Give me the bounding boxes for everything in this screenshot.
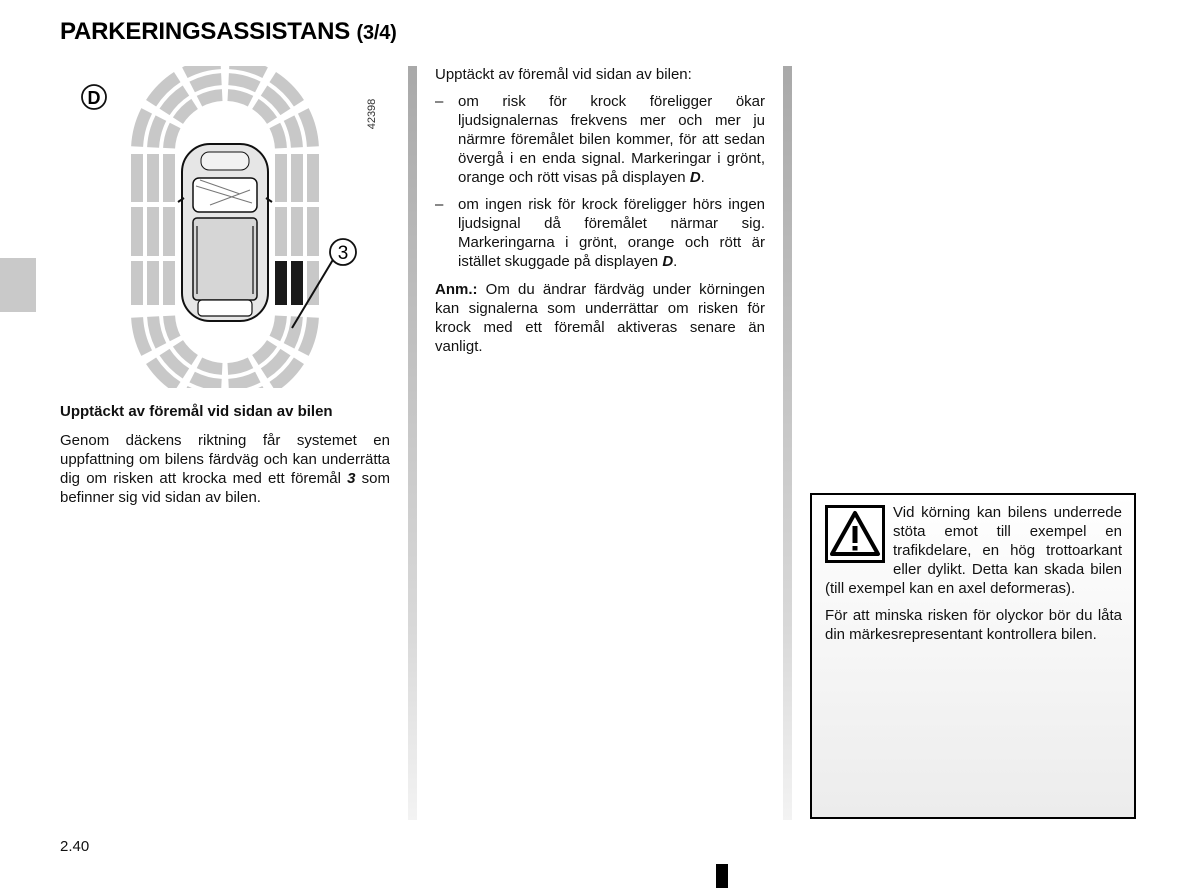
warning-triangle-icon xyxy=(825,505,885,563)
car-top-view xyxy=(178,144,272,321)
left-column xyxy=(60,402,390,507)
column-divider-right xyxy=(783,66,792,820)
right-side-zone-segment xyxy=(275,207,287,256)
bullet-tail: . xyxy=(700,169,705,186)
left-side-zone-segment xyxy=(131,261,143,305)
page-number: 2.40 xyxy=(60,838,90,855)
middle-column xyxy=(435,65,765,356)
side-zone-segment-active xyxy=(291,261,303,305)
note-paragraph xyxy=(435,280,765,356)
display-d-label: D xyxy=(87,88,101,108)
rear-zone-segment xyxy=(227,357,253,374)
front-zone-segment xyxy=(189,73,221,92)
ref-d: D xyxy=(689,169,701,186)
parking-display-illustration xyxy=(60,66,398,388)
list-item xyxy=(435,195,765,271)
left-side-zone-segment xyxy=(147,154,159,202)
front-zone-segment xyxy=(197,89,223,106)
rear-zone-segment xyxy=(197,357,223,374)
front-zone-segment xyxy=(284,115,303,147)
bullet-text: om ingen risk för krock föreligger hörs ingen ljudsignal då föremålet närmar sig. Markeringarna i grönt, orange och rött är istället skuggade på displayen xyxy=(458,196,765,270)
left-side-zone-segment xyxy=(131,207,143,256)
left-side-zone-segment xyxy=(163,154,175,202)
warning-box xyxy=(810,493,1136,819)
rear-zone-segment xyxy=(269,315,286,341)
rear-zone-segment xyxy=(284,316,303,348)
section-paragraph xyxy=(60,431,390,507)
left-side-zone-segment xyxy=(163,261,175,305)
bullet-tail: . xyxy=(673,253,678,270)
front-zone-segment xyxy=(163,123,180,149)
ref-3: 3 xyxy=(347,470,356,487)
page-title-suffix: (3/4) xyxy=(356,22,397,44)
note-label: Anm.: xyxy=(435,281,478,298)
image-code: 42398 xyxy=(366,98,378,130)
bullet-text: om risk för krock föreligger ökar ljudsignalernas frekvens mer och mer ju närmre föremålet bilen kommer, för att sedan övergå i en enda signal. Markeringar i grönt, orange och rött visas på displayen xyxy=(458,93,765,186)
front-zone-segment xyxy=(147,115,166,147)
rear-zone-segment xyxy=(163,315,180,341)
right-side-zone-segment xyxy=(291,207,303,256)
warning-paragraph-1: Vid körning kan bilens underrede stöta emot till exempel en trafikdelare, en hög trottoarkant eller dylikt. Detta kan skada bilen (till exempel kan en axel deformeras). xyxy=(825,504,1122,597)
callout-3-label: 3 xyxy=(337,243,349,264)
front-zone-segment xyxy=(227,89,253,106)
paragraph-text-a: Genom däckens riktning får systemet en uppfattning om bilens färdväg och kan underrätta dig om risken att krocka med ett föremål xyxy=(60,432,390,487)
note-text: Om du ändrar färdväg under körningen kan signalerna som underrättar om risken för krock med ett föremål aktiveras senare än vanligt. xyxy=(435,281,765,355)
rear-zone-segment xyxy=(147,316,166,348)
callout-3-marker xyxy=(330,239,356,265)
bullet-dash: – xyxy=(435,196,444,213)
side-zone-segment-active xyxy=(275,261,287,305)
right-side-zone-segment xyxy=(275,154,287,202)
warning-paragraph-2: För att minska risken för olyckor bör du låta din märkesrepresentant kontrollera bilen. xyxy=(825,607,1122,643)
middle-intro: Upptäckt av föremål vid sidan av bilen: xyxy=(435,66,692,83)
column-divider-left xyxy=(408,66,417,820)
section-heading: Upptäckt av föremål vid sidan av bilen xyxy=(60,403,333,420)
page-title xyxy=(60,18,397,46)
paragraph-text-b: som befinner sig vid sidan av bilen. xyxy=(60,470,390,506)
right-side-zone-segment xyxy=(307,207,319,256)
bullet-dash: – xyxy=(435,93,444,110)
left-side-zone-segment xyxy=(131,154,143,202)
right-side-zone-segment xyxy=(291,154,303,202)
left-side-zone-segment xyxy=(163,207,175,256)
display-d-marker xyxy=(82,85,106,109)
front-zone-segment xyxy=(228,73,260,92)
page-title-text: PARKERINGSASSISTANS xyxy=(60,18,351,45)
left-side-zone-segment xyxy=(147,261,159,305)
list-item xyxy=(435,92,765,187)
right-side-zone-segment xyxy=(307,154,319,202)
ref-d: D xyxy=(662,253,674,270)
front-zone-segment xyxy=(269,123,286,149)
print-mark xyxy=(716,864,728,888)
parking-display-figure xyxy=(60,66,398,388)
left-side-zone-segment xyxy=(147,207,159,256)
chapter-tab xyxy=(0,258,36,312)
bullet-list xyxy=(435,92,765,271)
